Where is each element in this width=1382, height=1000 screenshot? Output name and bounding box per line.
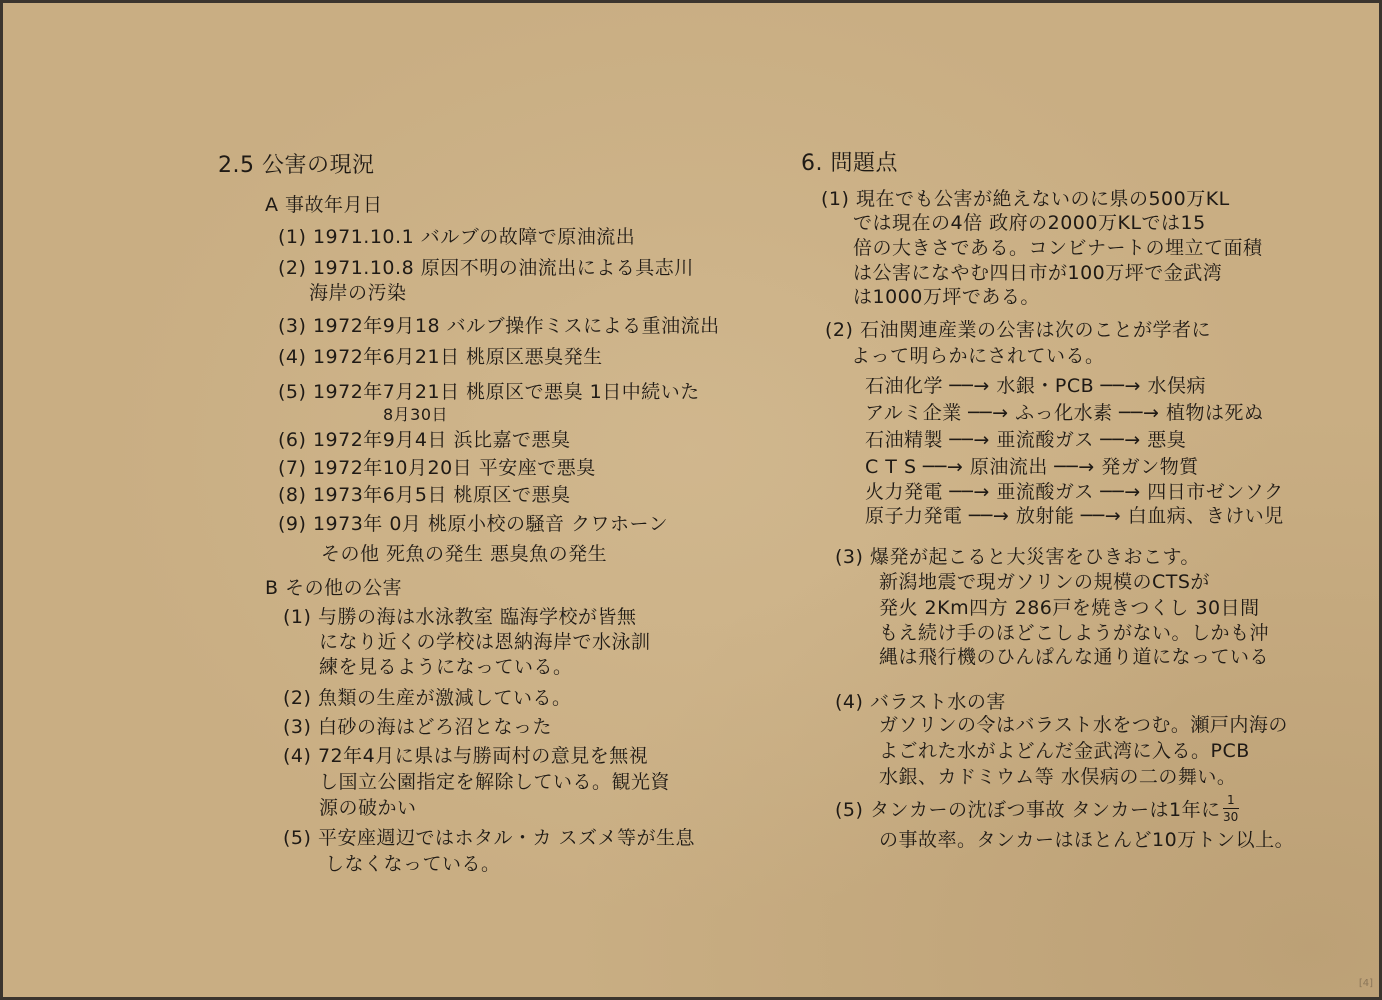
problem-4-line: (4) バラスト水の害 (835, 691, 1006, 713)
b-item: し国立公園指定を解除している。観光資 (319, 771, 671, 793)
problem-4-line: よごれた水がよどんだ金武湾に入る。PCB (879, 740, 1250, 762)
pollution-chain: C T S ──→ 原油流出 ──→ 発ガン物質 (865, 456, 1199, 478)
page-number: [4] (1358, 978, 1373, 989)
problem-1-line: は1000万坪である。 (853, 286, 1040, 308)
a-item: (6) 1972年9月4日 浜比嘉で悪臭 (278, 429, 571, 451)
b-item: 練を見るようになっている。 (319, 656, 573, 678)
problem-3-line: 新潟地震で現ガソリンの規模のCTSが (879, 571, 1210, 593)
problem-3-line: もえ続け手のほどこしようがない。しかも沖 (879, 622, 1270, 644)
fraction-denominator: 30 (1223, 810, 1239, 824)
b-item: になり近くの学校は恩納海岸で水泳訓 (319, 631, 651, 653)
problem-5-line: (5) タンカーの沈ぼつ事故 タンカーは1年に (835, 799, 1221, 821)
a-item: (8) 1973年6月5日 桃原区で悪臭 (278, 484, 571, 506)
pollution-chain: 火力発電 ──→ 亜流酸ガス ──→ 四日市ゼンソク (865, 481, 1284, 503)
a-item: (9) 1973年 0月 桃原小校の騒音 クワホーン (278, 513, 669, 535)
a-item: (4) 1972年6月21日 桃原区悪臭発生 (278, 346, 603, 368)
problem-2-line: (2) 石油関連産業の公害は次のことが学者に (825, 319, 1211, 341)
b-item: 源の破かい (319, 797, 417, 819)
problem-3-line: (3) 爆発が起こると大災害をひきおこす。 (835, 546, 1200, 568)
a-item: 8月30日 (383, 405, 449, 424)
a-item: (1) 1971.10.1 バルブの故障で原油流出 (278, 226, 636, 248)
problem-3-line: 発火 2Km四方 286戸を焼きつくし 30日間 (879, 597, 1260, 619)
b-item: (5) 平安座週辺ではホタル・カ スズメ等が生息 (283, 827, 695, 849)
a-item: (7) 1972年10月20日 平安座で悪臭 (278, 457, 596, 479)
b-item: しなくなっている。 (325, 853, 501, 875)
problem-1-line: は公害になやむ四日市が100万坪で金武湾 (853, 262, 1223, 284)
pollution-chain: 石油精製 ──→ 亜流酸ガス ──→ 悪臭 (865, 429, 1187, 451)
pollution-chain: アルミ企業 ──→ ふっ化水素 ──→ 植物は死ぬ (865, 402, 1264, 424)
problem-2-line: よって明らかにされている。 (851, 345, 1105, 367)
pollution-chain: 原子力発電 ──→ 放射能 ──→ 白血病、きけい児 (865, 505, 1284, 527)
problem-4-line: ガソリンの令はバラスト水をつむ。瀬戸内海の (879, 714, 1288, 736)
section5-b-title: B その他の公害 (265, 577, 403, 599)
fraction-bar (1223, 808, 1239, 809)
problem-1-line: (1) 現在でも公害が絶えないのに県の500万KL (821, 188, 1230, 210)
section5-heading: 2.5 公害の現況 (218, 153, 375, 178)
problem-4-line: 水銀、カドミウム等 水俣病の二の舞い。 (879, 766, 1237, 788)
b-item: (4) 72年4月に県は与勝両村の意見を無視 (283, 745, 649, 767)
a-item: (2) 1971.10.8 原因不明の油流出による具志川 (278, 257, 694, 279)
pollution-chain: 石油化学 ──→ 水銀・PCB ──→ 水俣病 (865, 375, 1207, 397)
a-item: (5) 1972年7月21日 桃原区で悪臭 1日中続いた (278, 381, 700, 403)
problem-1-line: 倍の大きさである。コンビナートの埋立て面積 (853, 237, 1263, 259)
b-item: (1) 与勝の海は水泳教室 臨海学校が皆無 (283, 606, 637, 628)
section5-a-title: A 事故年月日 (265, 194, 383, 216)
a-item: 海岸の汚染 (309, 282, 407, 304)
a-item: その他 死魚の発生 悪臭魚の発生 (321, 543, 608, 565)
problem-3-line: 縄は飛行機のひんぱんな通り道になっている (879, 646, 1270, 668)
fraction-numerator: 1 (1227, 793, 1235, 807)
section6-heading: 6. 問題点 (801, 151, 898, 176)
problem-1-line: では現在の4倍 政府の2000万KLでは15 (853, 212, 1206, 234)
problem-5-line: の事故率。タンカーはほとんど10万トン以上。 (879, 829, 1295, 851)
a-item: (3) 1972年9月18 バルブ操作ミスによる重油流出 (278, 315, 720, 337)
b-item: (3) 白砂の海はどろ沼となった (283, 716, 552, 738)
b-item: (2) 魚類の生産が激減している。 (283, 687, 572, 709)
